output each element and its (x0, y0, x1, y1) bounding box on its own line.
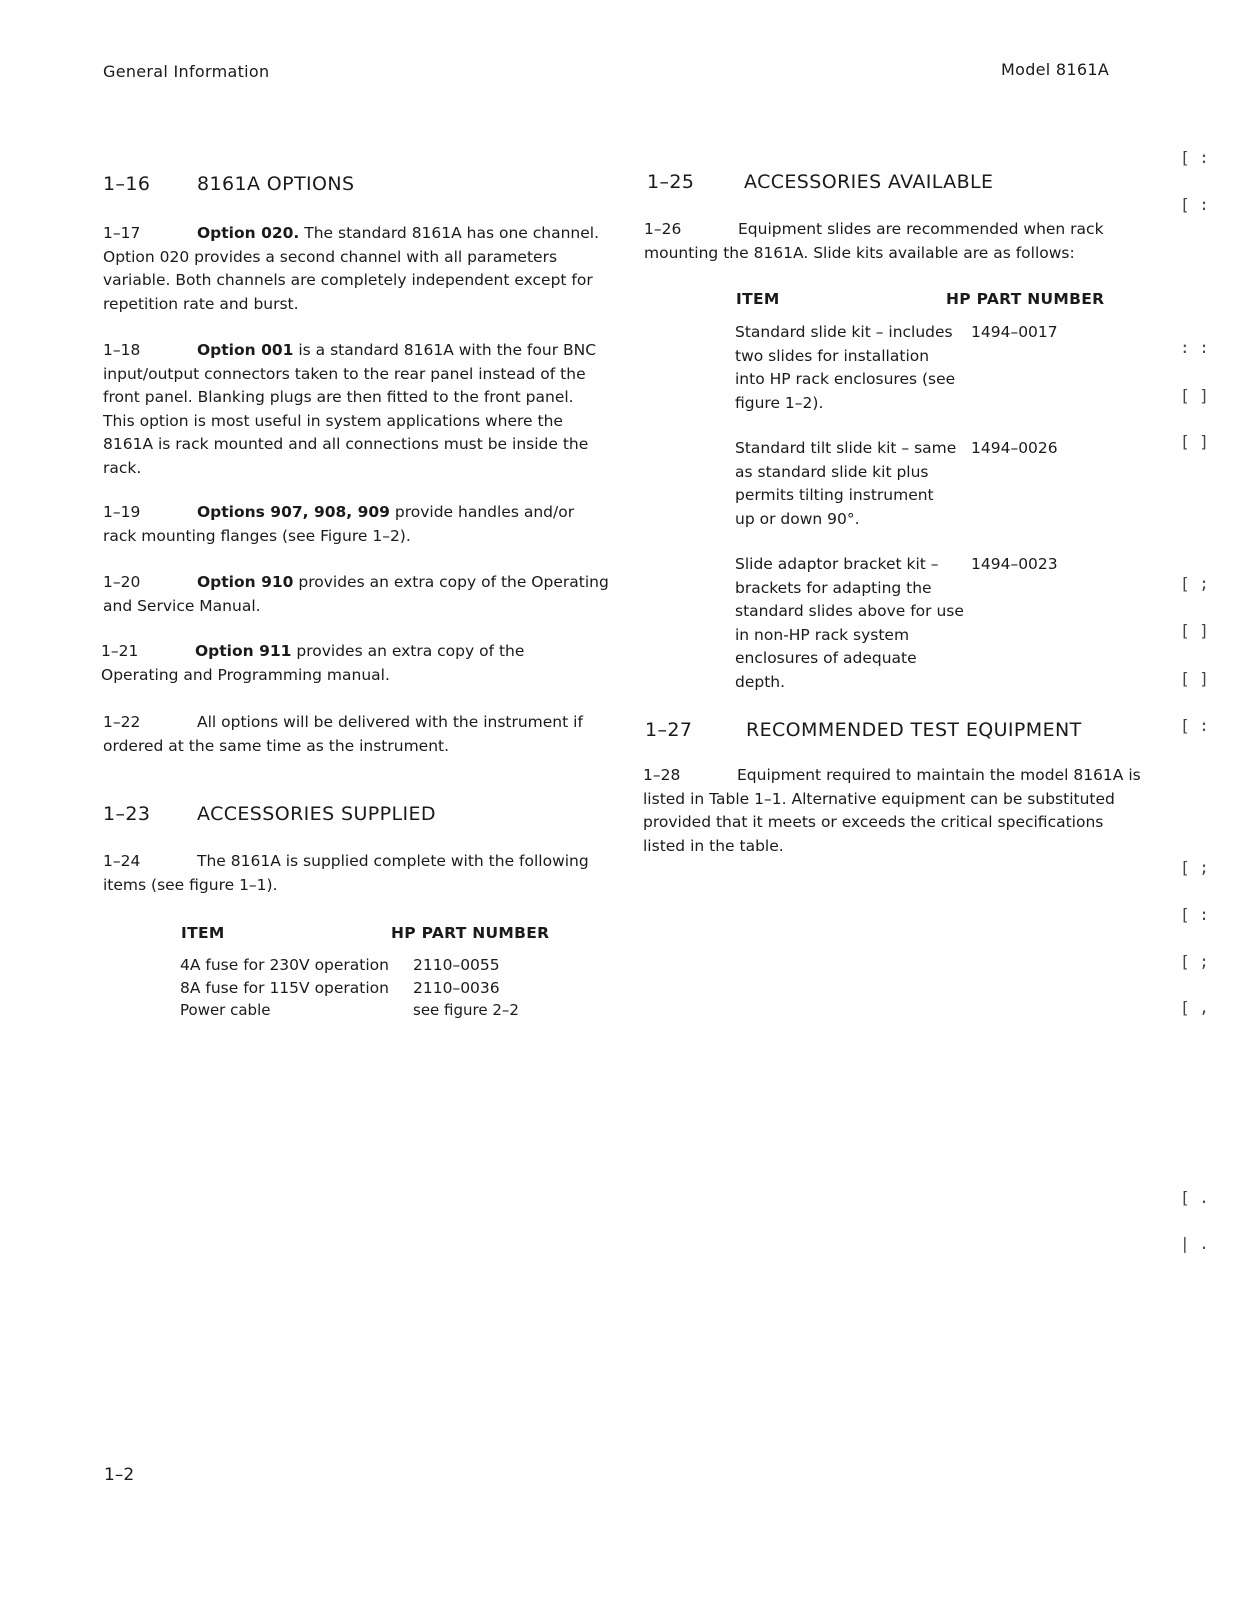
paragraph-text: provides an extra copy of the Operating and Service Manual. (103, 573, 609, 615)
table-cell-item: Standard slide kit – includes two slides for installation into HP rack enclosures (see figure 1–2). (735, 323, 956, 412)
table-header-part-number: HP PART NUMBER (391, 924, 550, 942)
section-heading-1-27 (645, 719, 1145, 745)
paragraph-text: is a standard 8161A with the four BNC input/output connectors taken to the rear panel instead of the front panel. Blanking plugs are then fitted to the front panel. This option is most useful in system applications where the 8161A is rack mounted and all connections must be inside the rack. (103, 341, 597, 477)
binding-mark: : : (1180, 338, 1209, 357)
table-header-part-number: HP PART NUMBER (946, 290, 1105, 308)
table-cell-part: 1494–0026 (971, 439, 1058, 457)
section-title: 8161A OPTIONS (197, 173, 355, 195)
table-cell-part: 1494–0023 (971, 555, 1058, 573)
binding-mark: [ : (1180, 905, 1209, 924)
paragraph-number: 1–26 (644, 220, 682, 238)
section-heading-1-23 (103, 803, 583, 829)
paragraph-text: Equipment required to maintain the model 8161A is listed in Table 1–1. Alternative equipment can be substituted provided that it meets or exceeds the critical specifications listed in the table. (643, 766, 1141, 855)
binding-mark: [ : (1180, 195, 1209, 214)
binding-mark: [ : (1180, 148, 1209, 167)
section-title: RECOMMENDED TEST EQUIPMENT (746, 719, 1082, 741)
paragraph-text: provide handles and/or rack mounting flanges (see Figure 1–2). (103, 503, 575, 545)
section-heading-1-25 (647, 171, 1097, 197)
paragraph-1-26 (644, 218, 1114, 265)
paragraph-1-28 (643, 764, 1148, 858)
section-number: 1–27 (645, 719, 693, 741)
binding-mark: [ , (1180, 998, 1209, 1017)
table-cell-part: 2110–0055 (413, 956, 500, 974)
paragraph-1-17 (103, 222, 611, 316)
paragraph-number: 1–20 (103, 573, 141, 591)
table-header-item: ITEM (181, 924, 225, 942)
option-name: Option 020. (197, 224, 300, 242)
table-header-item: ITEM (736, 290, 780, 308)
table-cell-item: Standard tilt slide kit – same as standard slide kit plus permits tilting instrument up or down 90°. (735, 439, 957, 528)
table-cell-part: 1494–0017 (971, 323, 1058, 341)
section-heading-1-16 (103, 173, 583, 199)
paragraph-1-22 (103, 711, 593, 758)
paragraph-text: All options will be delivered with the instrument if ordered at the same time as the instrument. (103, 713, 583, 755)
paragraph-number: 1–24 (103, 852, 141, 870)
section-number: 1–25 (647, 171, 695, 193)
table-cell-part: see figure 2–2 (413, 1001, 519, 1019)
binding-mark: | . (1180, 1234, 1209, 1253)
paragraph-1-18 (103, 339, 605, 480)
binding-mark: [ ] (1180, 621, 1209, 640)
paragraph-number: 1–22 (103, 713, 141, 731)
option-name: Option 910 (197, 573, 294, 591)
section-title: ACCESSORIES AVAILABLE (744, 171, 994, 193)
binding-mark: [ ; (1180, 952, 1209, 971)
table-cell-item: 8A fuse for 115V operation (180, 979, 389, 997)
paragraph-number: 1–19 (103, 503, 141, 521)
option-name: Option 001 (197, 341, 294, 359)
paragraph-number: 1–28 (643, 766, 681, 784)
option-name: Option 911 (195, 642, 292, 660)
paragraph-1-21 (101, 640, 591, 687)
table-cell-part: 2110–0036 (413, 979, 500, 997)
paragraph-text: provides an extra copy of the Operating and Programming manual. (101, 642, 525, 684)
page-number: 1–2 (104, 1465, 135, 1485)
table-cell-item: 4A fuse for 230V operation (180, 956, 389, 974)
paragraph-text: Equipment slides are recommended when rack mounting the 8161A. Slide kits available are as follows: (644, 220, 1104, 262)
paragraph-text: The 8161A is supplied complete with the following items (see figure 1–1). (103, 852, 589, 894)
paragraph-1-19 (103, 501, 593, 548)
paragraph-number: 1–17 (103, 224, 141, 242)
paragraph-1-20 (103, 571, 615, 618)
paragraph-1-24 (103, 850, 611, 897)
binding-mark: [ : (1180, 716, 1209, 735)
option-name: Options 907, 908, 909 (197, 503, 390, 521)
section-number: 1–23 (103, 803, 151, 825)
header-section-title: General Information (103, 62, 270, 81)
binding-mark: [ ] (1180, 432, 1209, 451)
binding-mark: [ ] (1180, 386, 1209, 405)
paragraph-number: 1–18 (103, 341, 141, 359)
binding-mark: [ . (1180, 1188, 1209, 1207)
paragraph-text: The standard 8161A has one channel. Option 020 provides a second channel with all parameters variable. Both channels are completely independent except for repetition rate and burst. (103, 224, 600, 313)
binding-mark: [ ] (1180, 669, 1209, 688)
binding-mark: [ ; (1180, 574, 1209, 593)
section-title: ACCESSORIES SUPPLIED (197, 803, 436, 825)
table-cell-item: Slide adaptor bracket kit – brackets for adapting the standard slides above for use in non-HP rack system enclosures of adequate depth. (735, 555, 964, 691)
header-model-number: Model 8161A (1001, 60, 1110, 79)
section-number: 1–16 (103, 173, 151, 195)
binding-mark: [ ; (1180, 858, 1209, 877)
table-cell-item: Power cable (180, 1001, 271, 1019)
paragraph-number: 1–21 (101, 642, 139, 660)
